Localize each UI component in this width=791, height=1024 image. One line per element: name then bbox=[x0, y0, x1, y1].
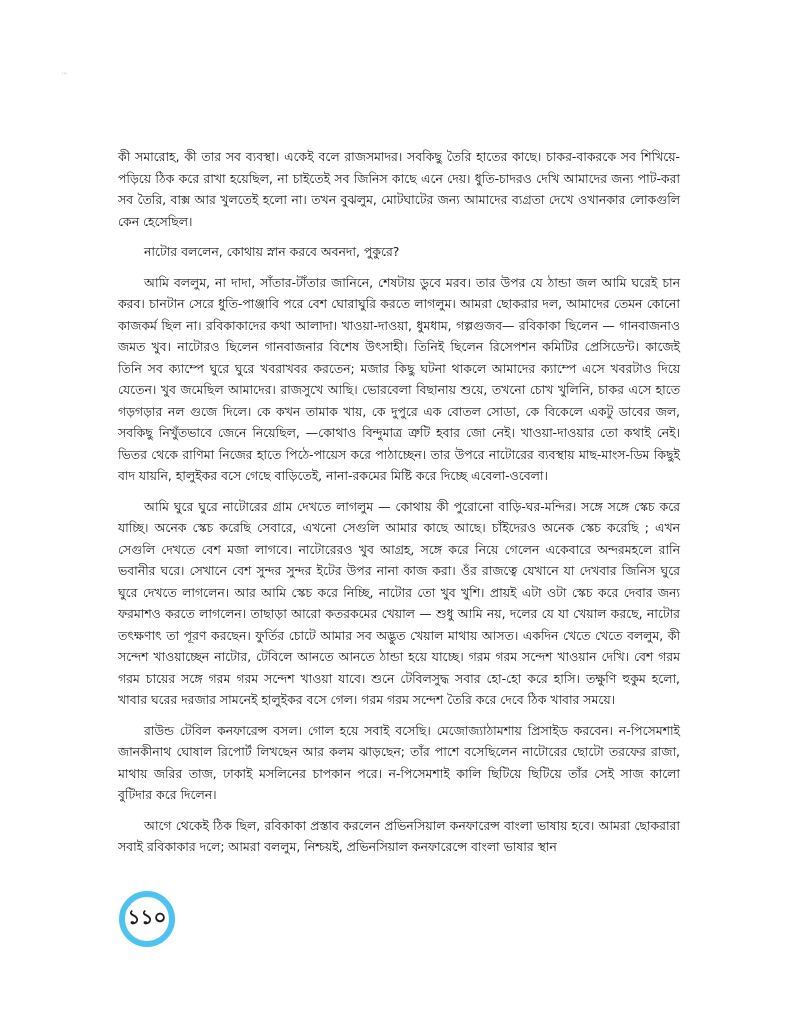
page-number: ১১০ bbox=[127, 904, 167, 929]
paragraph: রাউন্ড টেবিল কনফারেন্স বসল। গোল হয়ে সবাই বসেছি। মেজোজ্যাঠামশায় প্রিসাইড করবেন। ন-পিসেমশাই জানকীনাথ ঘোষাল রিপোর্ট লিখছেন আর কলম ঝাড়ছেন; তাঁর পাশে বসেছিলেন নাটোরের ছোটো তরফের রাজা, মাথায় জরির তাজ, ঢাকাই মসলিনের চাপকান পরে। ন-পিসেমশাই কালি ছিটিয়ে ছিটিয়ে তাঁর সেই সাজ কালো বুটিদার করে দিলেন। bbox=[118, 722, 680, 802]
paragraph: কী সমারোহ, কী তার সব ব্যবস্থা। একেই বলে রাজসমাদর। সবকিছু তৈরি হাতের কাছে। চাকর-বাকরকে সব শিখিয়ে-পড়িয়ে ঠিক করে রাখা হয়েছিল, না চাইতেই সব জিনিস কাছে এনে দেয়। ধুতি-চাদরও দেখি আমাদের জন্য পাট-করা সব তৈরি, বাক্স আর খুলতেই হলো না। তখন বুঝলুম, মোটঘাটের জন্য আমাদের ব্যগ্রতা দেখে ওখানকার লোকগুলি কেন হেসেছিল। bbox=[118, 149, 680, 229]
paragraph: আগে থেকেই ঠিক ছিল, রবিকাকা প্রস্তাব করলেন প্রভিনসিয়াল কনফারেন্স বাংলা ভাষায় হবে। আমরা ছোকরারা সবাই রবিকাকার দলে; আমরা বললুম, নিশ্চয়ই, প্রভিনসিয়াল কনফারেন্সে বাংলা ভাষার স্থান bbox=[118, 817, 680, 854]
page-number-badge bbox=[119, 891, 175, 947]
corner-mark: ''' bbox=[62, 72, 67, 79]
paragraph: আমি ঘুরে ঘুরে নাটোরের গ্রাম দেখতে লাগলুম — কোথায় কী পুরোনো বাড়ি-ঘর-মন্দির। সঙ্গে সঙ্গে স্কেচ করে যাচ্ছি। অনেক স্কেচ করেছি সেবারে, এখনো সেগুলি আমার কাছে আছে। চাঁইদেরও অনেক স্কেচ করেছি ; এখন সেগুলি দেখতে বেশ মজা লাগবে। নাটোরেরও খুব আগ্রহ, সঙ্গে করে নিয়ে গেলেন একেবারে অন্দরমহলে রানি ভবানীর ঘরে। সেখানে বেশ সুন্দর সুন্দর ইটের উপর নানা কাজ করা। ওঁর রাজত্বে যেখানে যা দেখবার জিনিস ঘুরে ঘুরে দেখতে লাগলেন। আর আমি স্কেচ করে নিচ্ছি, নাটোর তো খুব খুশি। প্রায়ই এটা ওটা স্কেচ করে দেবার জন্য ফরমাশও করতে লাগলেন। তাছাড়া আরো কতরকমের খেয়াল — শুধু আমি নয়, দলের যে যা খেয়াল করছে, নাটোর তৎক্ষণাৎ তা পূরণ করছেন। ফুর্তির চোটে আমার সব অদ্ভুত খেয়াল মাথায় আসত। একদিন খেতে খেতে বললুম, কী সন্দেশ খাওয়াচ্ছেন নাটোর, টেবিলে আনতে আনতে ঠান্ডা হয়ে যাচ্ছে। গরম গরম সন্দেশ খাওয়ান দেখি। বেশ গরম গরম চায়ের সঙ্গে গরম গরম সন্দেশ খাওয়া যাবে। শুনে টেবিলসুদ্ধ সবার হো-হো করে হাসি। তক্ষুণি হুকুম হলো, খাবার ঘরের দরজার সামনেই হালুইকর বসে গেল। গরম গরম সন্দেশ তৈরি করে দেবে ঠিক খাবার সময়ে। bbox=[118, 498, 680, 707]
paragraph: নাটোর বললেন, কোথায় স্নান করবে অবনদা, পুকুরে? bbox=[144, 244, 400, 259]
body-text bbox=[118, 146, 680, 867]
paragraph: আমি বললুম, না দাদা, সাঁতার-টাঁতার জানিনে, শেষটায় ডুবে মরব। তার উপর যে ঠান্ডা জল আমি ঘরেই চান করব। চানটান সেরে ধুতি-পাঞ্জাবি পরে বেশ ঘোরাঘুরি করতে লাগলুম। আমরা ছোকরার দল, আমাদের তেমন কোনো কাজকর্ম ছিল না। রবিকাকাদের কথা আলাদা। খাওয়া-দাওয়া, ধুমধাম, গল্পগুজব— রবিকাকা ছিলেন — গানবাজনাও জমত খুব। নাটোরও ছিলেন গানবাজনার বিশেষ উৎসাহী। তিনিই ছিলেন রিসেপশন কমিটির প্রেসিডেন্ট। কাজেই তিনি সব ক্যাম্পে ঘুরে ঘুরে খবরাখবর করতেন; মজার কিছু ঘটনা থাকলে আমাদের ক্যাম্পে এসে খবরটাও দিয়ে যেতেন। খুব জমেছিল আমাদের। রাজসুখে আছি। ভোরবেলা বিছানায় শুয়ে, তখনো চোখ খুলিনি, চাকর এসে হাতে গড়গড়ার নল গুজে দিলে। কে কখন তামাক খায়, কে দুপুরে এক বোতল সোডা, কে বিকেলে একটু ডাবের জল, সবকিছু নিখুঁতভাবে জেনে নিয়েছিল, —কোথাও বিন্দুমাত্র ত্রুটি হবার জো নেই। খাওয়া-দাওয়ার তো কথাই নেই। ভিতর থেকে রাণিমা নিজের হাতে পিঠে-পায়েস করে পাঠাচ্ছেন। তার উপরে নাটোরের ব্যবস্থায় মাছ-মাংস-ডিম কিছুই বাদ যায়নি, হালুইকর বসে গেছে বাড়িতেই, নানা-রকমের মিষ্টি করে দিচ্ছে এবেলা-ওবেলা। bbox=[118, 274, 680, 483]
